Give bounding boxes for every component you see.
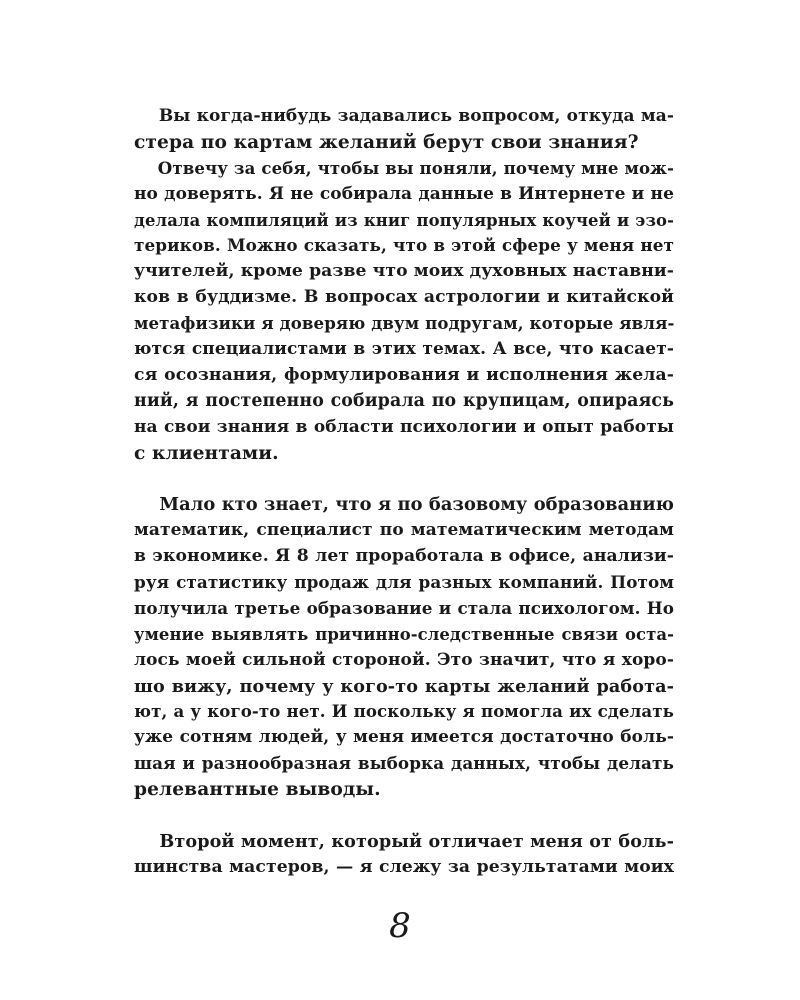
paragraph — [134, 156, 674, 467]
body-text — [134, 104, 674, 881]
text-line: лось моей сильной стороной. Это значит, что я хоро- — [134, 649, 674, 670]
text-line: шая и разнообразная выборка данных, чтобы делать — [134, 753, 674, 774]
text-line: ний, я постепенно собирала по крупицам, опираясь — [134, 390, 674, 411]
text-line: руя статистику продаж для разных компаний. Потом — [134, 572, 674, 593]
text-line: шинства мастеров, — я слежу за результатами моих — [134, 856, 674, 877]
text-line: ков в буддизме. В вопросах астрологии и китайской — [134, 287, 674, 308]
text-line: но доверять. Я не собирала данные в Интернете и не — [134, 183, 674, 204]
paragraph — [134, 829, 674, 881]
paragraph — [134, 492, 674, 803]
page-number: 8 — [389, 906, 411, 946]
text-line: получила третье образование и стала психологом. Но — [134, 597, 674, 618]
text-line: стера по картам желаний берут свои знания? — [134, 131, 639, 153]
text-line: на свои знания в области психологии и опыт работы — [134, 416, 674, 437]
text-line: математик, специалист по математическим методам — [134, 520, 674, 541]
text-line: уже сотням людей, у меня имеется достаточно боль- — [134, 727, 674, 748]
paragraph — [134, 104, 674, 156]
paragraph-gap — [134, 466, 674, 492]
text-line: шо вижу, почему у кого-то карты желаний работа- — [134, 675, 674, 697]
text-line: умение выявлять причинно-следственные связи оста- — [134, 624, 674, 644]
text-line: ют, а у кого-то нет. И поскольку я помогла их сделать — [134, 701, 674, 722]
paragraph-gap — [134, 803, 674, 829]
text-line: Вы когда-нибудь задавались вопросом, откуда ма- — [134, 106, 674, 126]
text-line: с клиентами. — [134, 442, 279, 464]
text-line: Отвечу за себя, чтобы вы поняли, почему мне мож- — [134, 157, 674, 178]
text-line: ются специалистами в этих темах. А все, что касает- — [134, 339, 674, 360]
text-line: делала компиляций из книг популярных коучей и эзо- — [134, 210, 674, 230]
text-line: Второй момент, который отличает меня от боль- — [134, 830, 674, 852]
text-line: Мало кто знает, что я по базовому образованию — [134, 494, 674, 516]
text-line: релевантные выводы. — [134, 779, 381, 801]
text-line: в экономике. Я 8 лет проработала в офисе, анализи- — [134, 546, 674, 567]
text-line: териков. Можно сказать, что в этой сфере у меня нет — [134, 235, 674, 256]
text-line: учителей, кроме разве что моих духовных наставни- — [134, 261, 674, 282]
text-line: метафизики я доверяю двум подругам, которые явля- — [134, 313, 675, 334]
text-line: ся осознания, формулирования и исполнения жела- — [134, 364, 674, 385]
